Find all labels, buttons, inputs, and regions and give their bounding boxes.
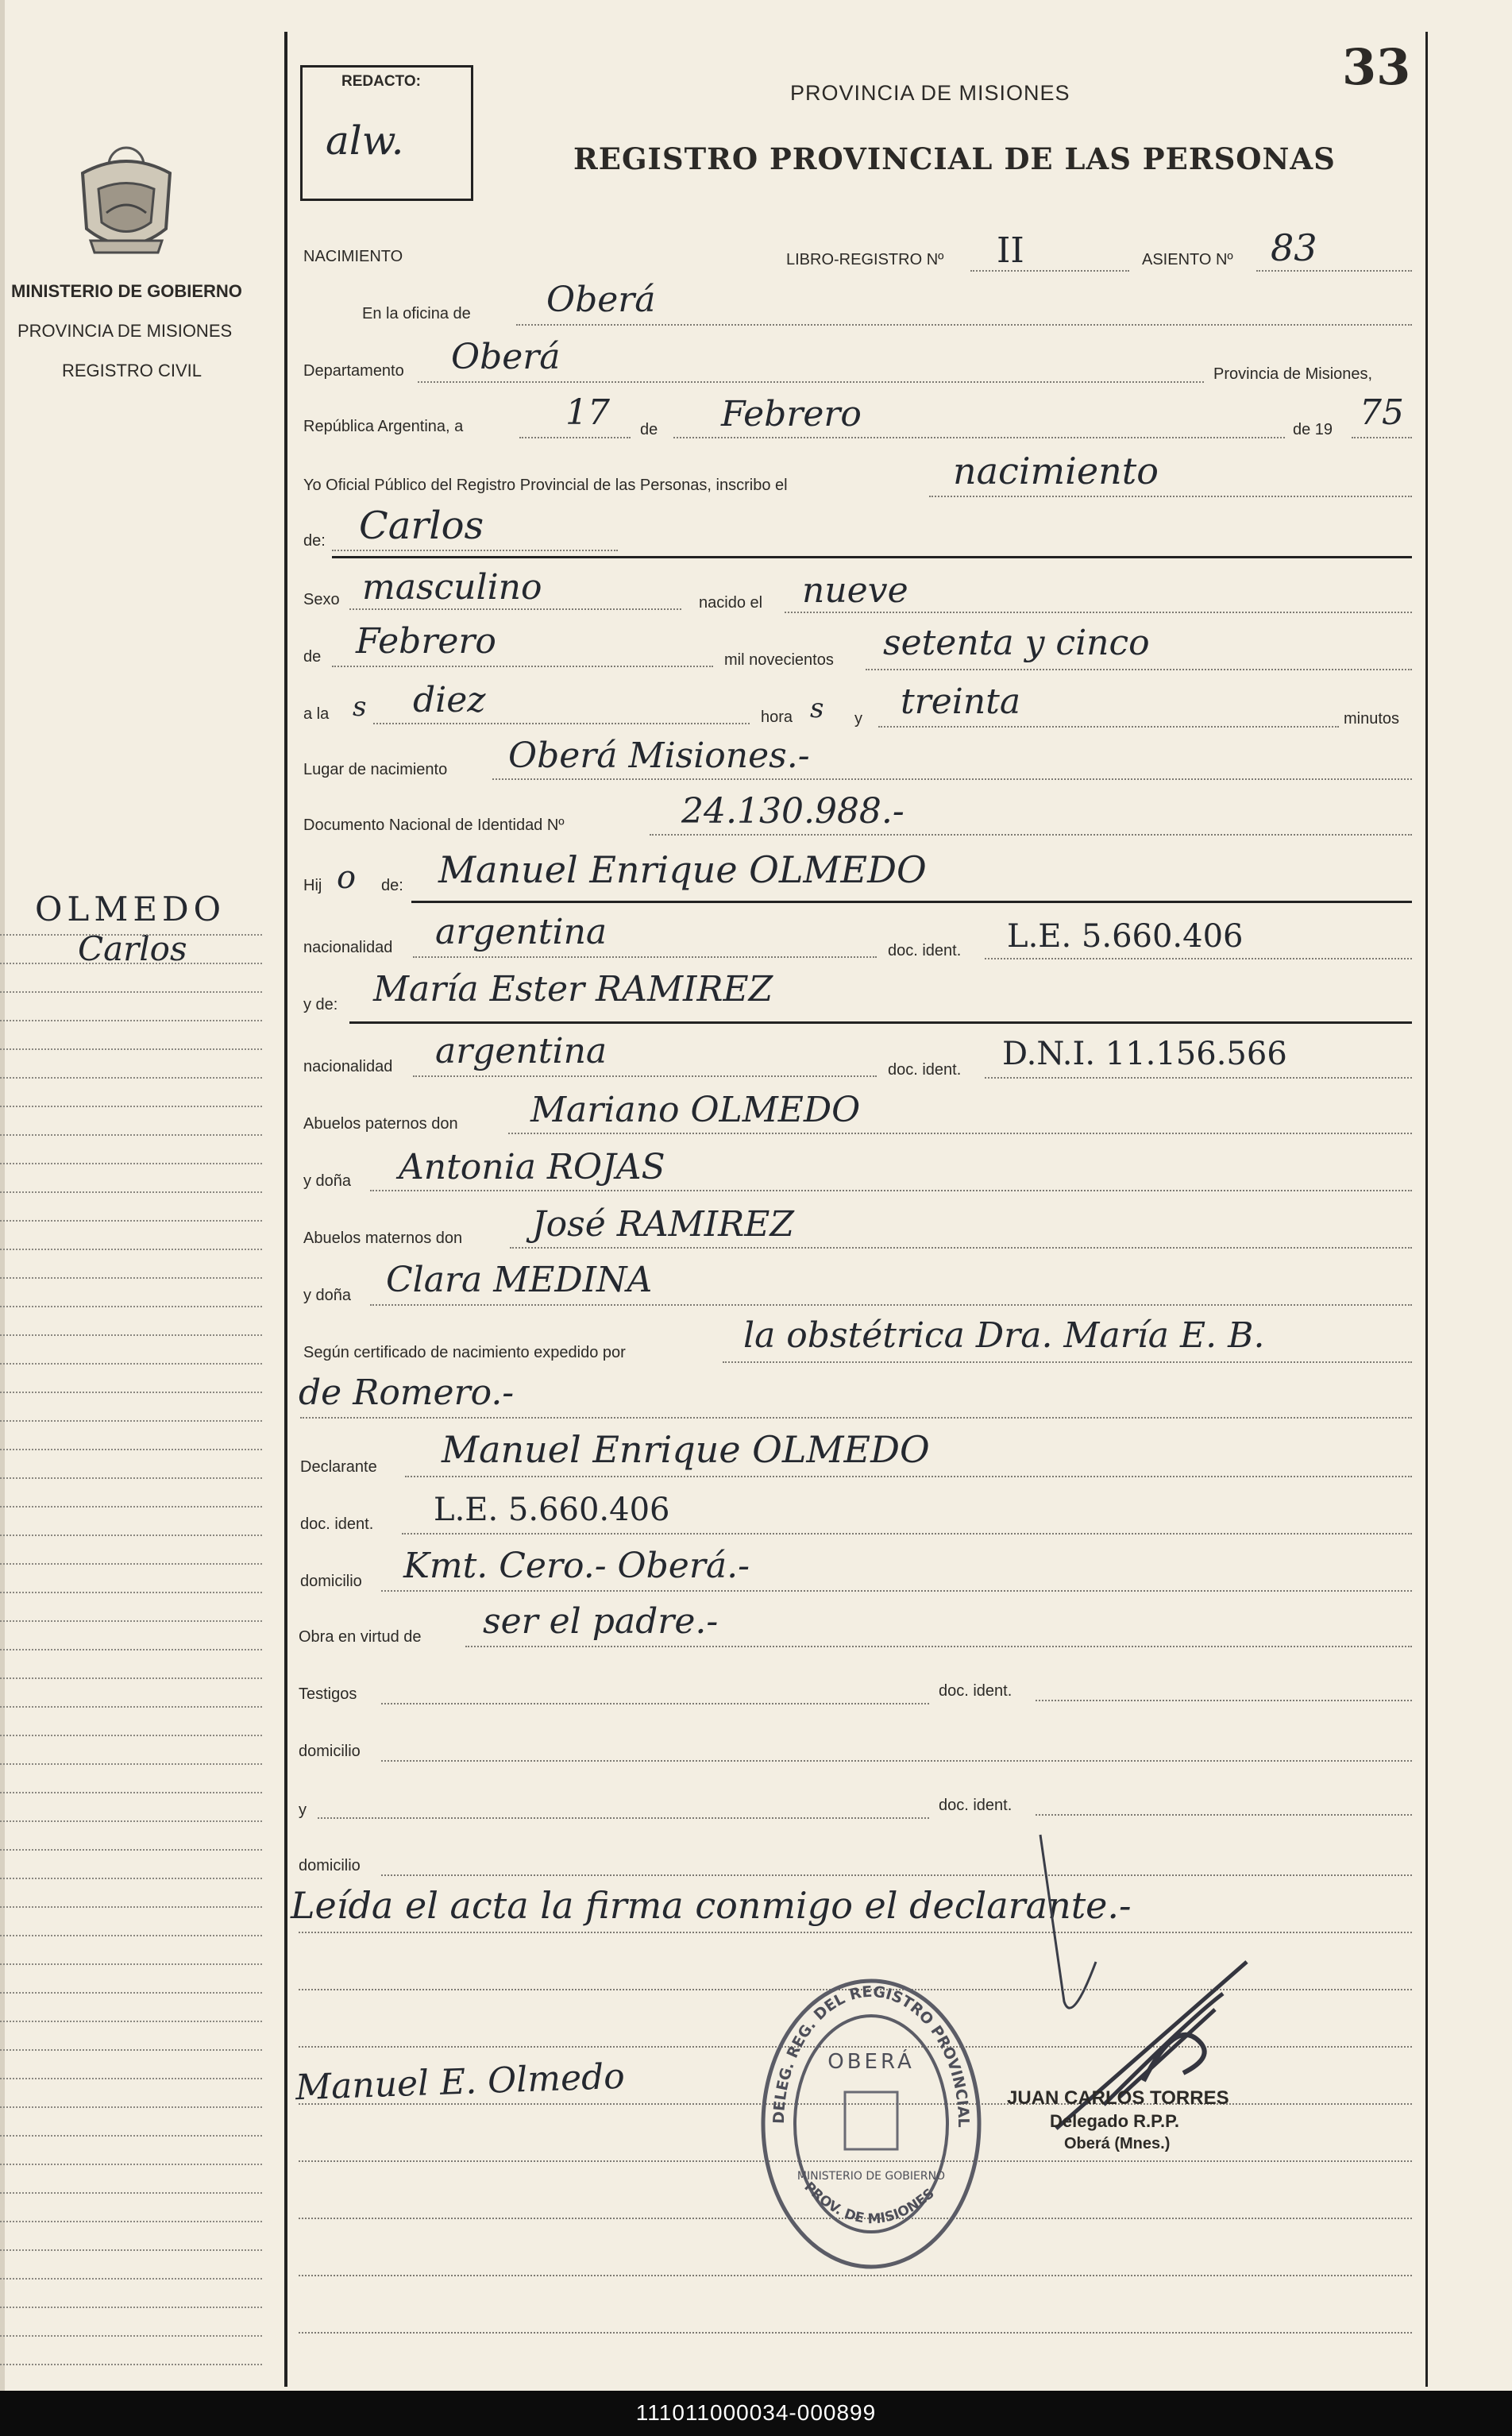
scan-id: 111011000034-000899 xyxy=(635,2400,877,2425)
cert-value2: de Romero.- xyxy=(299,1372,515,1413)
provincia-suffix: Provincia de Misiones, xyxy=(1213,365,1373,383)
stamp-top-text: OBERÁ xyxy=(827,2050,915,2074)
margin-rule-line xyxy=(0,1106,262,1107)
doc1-value: L.E. 5.660.406 xyxy=(1007,918,1244,955)
seal-registry: REGISTRO CIVIL xyxy=(62,361,202,380)
margin-rule-line xyxy=(0,1277,262,1279)
oficina-label: En la oficina de xyxy=(362,305,471,322)
margin-rule-line xyxy=(0,1048,262,1050)
declarante-signature: Manuel E. Olmedo xyxy=(295,2056,626,2109)
hijo-label: Hij xyxy=(303,877,322,894)
y-label: y xyxy=(854,710,862,728)
margin-rule-line xyxy=(0,2364,262,2365)
libro-label: LIBRO-REGISTRO Nº xyxy=(786,251,944,268)
nombre-value: Carlos xyxy=(359,504,484,548)
official-title: Delegado R.P.P. xyxy=(1050,2111,1180,2131)
doc4-label: doc. ident. xyxy=(939,1682,1012,1700)
nac1-label: nacionalidad xyxy=(303,939,393,956)
declarante-label: Declarante xyxy=(300,1458,377,1476)
anio-value: 75 xyxy=(1360,392,1404,433)
margin-rule-line xyxy=(0,1191,262,1193)
margin-rule-line xyxy=(0,1334,262,1336)
mes-nac-value: Febrero xyxy=(356,621,496,662)
ala-label: a la xyxy=(303,705,330,723)
margin-rule-line xyxy=(0,1249,262,1250)
seal-ministry: MINISTERIO DE GOBIERNO xyxy=(11,281,242,301)
margin-rule-line xyxy=(0,1506,262,1508)
inscribo-value: nacimiento xyxy=(953,450,1159,492)
ab-mat-value: José RAMIREZ xyxy=(532,1204,794,1245)
margin-rule-line xyxy=(0,1563,262,1565)
testigos-label: Testigos xyxy=(299,1685,357,1703)
yde-label: y de: xyxy=(303,996,338,1013)
inscribo-label: Yo Oficial Público del Registro Provincial de las Personas, inscribo el xyxy=(303,477,788,494)
margin-rule-line xyxy=(0,1620,262,1622)
margin-rule-line xyxy=(0,2278,262,2280)
dni-value: 24.130.988.- xyxy=(681,791,904,832)
hora-value: diez xyxy=(413,680,486,720)
margin-rule-line xyxy=(0,1477,262,1479)
margin-rule-line xyxy=(0,1878,262,1879)
lugar-value: Oberá Misiones.- xyxy=(508,735,810,776)
margin-rule-line xyxy=(0,1020,262,1021)
margin-surname: OLMEDO xyxy=(35,890,226,928)
registry-title: REGISTRO PROVINCIAL DE LAS PERSONAS xyxy=(573,141,1336,176)
departamento-label: Departamento xyxy=(303,362,404,380)
margin-name: Carlos xyxy=(78,929,187,968)
minutos-value: treinta xyxy=(901,681,1021,722)
de2-label: de: xyxy=(303,532,326,550)
ydona2-label: y doña xyxy=(303,1287,352,1304)
seal-province: PROVINCIA DE MISIONES xyxy=(17,321,233,341)
declarante-value: Manuel Enrique OLMEDO xyxy=(442,1428,930,1471)
margin-rule-line xyxy=(0,2192,262,2194)
asiento-value: 83 xyxy=(1271,226,1317,269)
ala-suffix: s xyxy=(353,691,367,723)
domicilio-label: domicilio xyxy=(300,1573,362,1590)
margin-rule-line xyxy=(0,2078,262,2079)
doc2-label: doc. ident. xyxy=(888,1061,962,1079)
cert-value: la obstétrica Dra. María E. B. xyxy=(743,1315,1265,1356)
doc1-label: doc. ident. xyxy=(888,942,962,959)
stamp-outer-text: DELEG. REG. DEL REGISTRO PROVINCIAL xyxy=(770,1982,973,2128)
domicilio-value: Kmt. Cero.- Oberá.- xyxy=(403,1546,750,1586)
margin-rule-line xyxy=(0,1820,262,1822)
margin-rule-line xyxy=(0,1134,262,1136)
oficina-value: Oberá xyxy=(546,280,656,320)
margin-rule-line xyxy=(0,2135,262,2137)
horas-suffix: s xyxy=(810,693,824,724)
margin-rule-line xyxy=(0,1592,262,1593)
closing-statement: Leída el acta la firma conmigo el declarante.- xyxy=(291,1884,1132,1927)
republica-label: República Argentina, a xyxy=(303,418,464,435)
margin-rule-line xyxy=(0,1792,262,1793)
ab-pat2-value: Antonia ROJAS xyxy=(399,1147,665,1187)
margin-rule-line xyxy=(0,1420,262,1422)
domicilio2-label: domicilio xyxy=(299,1743,361,1760)
nac1-value: argentina xyxy=(435,912,608,952)
record-type: NACIMIENTO xyxy=(303,248,403,265)
margin-rule-line xyxy=(0,2049,262,2051)
dni-label: Documento Nacional de Identidad Nº xyxy=(303,817,565,834)
ab-pat-value: Mariano OLMEDO xyxy=(530,1090,861,1130)
margin-rule-line xyxy=(0,1163,262,1164)
doc2-value: D.N.I. 11.156.566 xyxy=(1002,1036,1287,1072)
margin-rule-line xyxy=(0,1535,262,1536)
official-place: Oberá (Mnes.) xyxy=(1064,2135,1171,2152)
stamp-inner-text: MINISTERIO DE GOBIERNO xyxy=(796,2170,946,2183)
obra-value: ser el padre.- xyxy=(483,1601,719,1642)
domicilio3-label: domicilio xyxy=(299,1857,361,1874)
margin-rule-line xyxy=(0,1077,262,1079)
margin-rule-line xyxy=(0,1392,262,1393)
nac2-value: argentina xyxy=(435,1031,608,1071)
margin-rule-line xyxy=(0,2221,262,2222)
margin-rule-line xyxy=(0,1735,262,1736)
redacto-value: alw. xyxy=(326,118,404,164)
margin-rule-line xyxy=(0,1220,262,1222)
margin-rule-line xyxy=(0,1963,262,1965)
margin-rule-line xyxy=(0,2106,262,2108)
horas-label: hora xyxy=(761,708,793,726)
margin-rule-line xyxy=(0,2249,262,2251)
ab-mat2-value: Clara MEDINA xyxy=(386,1260,653,1300)
official-name: JUAN CARLOS TORRES xyxy=(1007,2087,1229,2109)
ab-mat-label: Abuelos maternos don xyxy=(303,1230,463,1247)
anio-prefix: de 19 xyxy=(1293,421,1333,438)
margin-rule-line xyxy=(0,1649,262,1650)
redacto-label: REDACTO: xyxy=(341,73,421,90)
round-registry-stamp xyxy=(756,1973,986,2275)
stamp-bottom-text: PROV. DE MISIONES xyxy=(800,2179,938,2228)
libro-value: II xyxy=(997,230,1024,271)
margin-rule-line xyxy=(0,1363,262,1365)
svg-text:PROV. DE MISIONES xyxy=(800,2179,937,2228)
y2-label: y xyxy=(299,1801,307,1819)
margin-rule-line xyxy=(0,1706,262,1708)
ydona1-label: y doña xyxy=(303,1172,352,1190)
anio-nac-value: setenta y cinco xyxy=(883,623,1150,663)
cert-label: Según certificado de nacimiento expedido por xyxy=(303,1344,626,1361)
coat-of-arms-seal xyxy=(67,133,186,261)
dia-value: 17 xyxy=(565,392,610,433)
nac2-label: nacionalidad xyxy=(303,1058,393,1075)
margin-rule-line xyxy=(0,991,262,993)
mes-value: Febrero xyxy=(721,394,862,434)
right-border xyxy=(1425,32,1428,2387)
margin-rule-line xyxy=(0,2164,262,2165)
doc3-label: doc. ident. xyxy=(300,1515,374,1533)
hijo-de-label: de: xyxy=(381,877,403,894)
minutos-label: minutos xyxy=(1344,710,1400,728)
margin-rule-line xyxy=(0,1849,262,1851)
mil-label: mil novecientos xyxy=(724,651,834,669)
asiento-label: ASIENTO Nº xyxy=(1142,251,1233,268)
binding-edge xyxy=(0,0,5,2391)
nacido-label: nacido el xyxy=(699,594,763,612)
sexo-label: Sexo xyxy=(303,591,340,608)
departamento-value: Oberá xyxy=(451,337,561,377)
margin-rule-line xyxy=(0,934,262,936)
padre-value: Manuel Enrique OLMEDO xyxy=(438,848,927,891)
province-heading: PROVINCIA DE MISIONES xyxy=(790,81,1070,105)
margin-rule-line xyxy=(0,1677,262,1679)
madre-value: María Ester RAMIREZ xyxy=(373,969,773,1010)
hijo-suffix: o xyxy=(337,859,357,896)
ab-pat-label: Abuelos paternos don xyxy=(303,1115,458,1133)
de-label: de xyxy=(640,421,658,438)
margin-rule-line xyxy=(0,1306,262,1307)
left-margin-border xyxy=(284,32,287,2387)
margin-rule-line xyxy=(0,2335,262,2337)
margin-rule-line xyxy=(0,1906,262,1908)
folio-number: 33 xyxy=(1342,38,1411,96)
nacido-value: nueve xyxy=(802,570,908,611)
de3-label: de xyxy=(303,648,322,666)
lugar-label: Lugar de nacimiento xyxy=(303,761,448,778)
margin-rule-line xyxy=(0,1763,262,1765)
obra-label: Obra en virtud de xyxy=(299,1628,422,1646)
margin-rule-line xyxy=(0,2021,262,2022)
doc3-value: L.E. 5.660.406 xyxy=(434,1492,670,1528)
margin-rule-line xyxy=(0,1935,262,1936)
sexo-value: masculino xyxy=(362,567,542,608)
margin-rule-line xyxy=(0,1449,262,1450)
margin-rule-line xyxy=(0,2307,262,2308)
margin-rule-line xyxy=(0,1992,262,1994)
doc5-label: doc. ident. xyxy=(939,1797,1012,1814)
margin-rule-line xyxy=(0,963,262,964)
